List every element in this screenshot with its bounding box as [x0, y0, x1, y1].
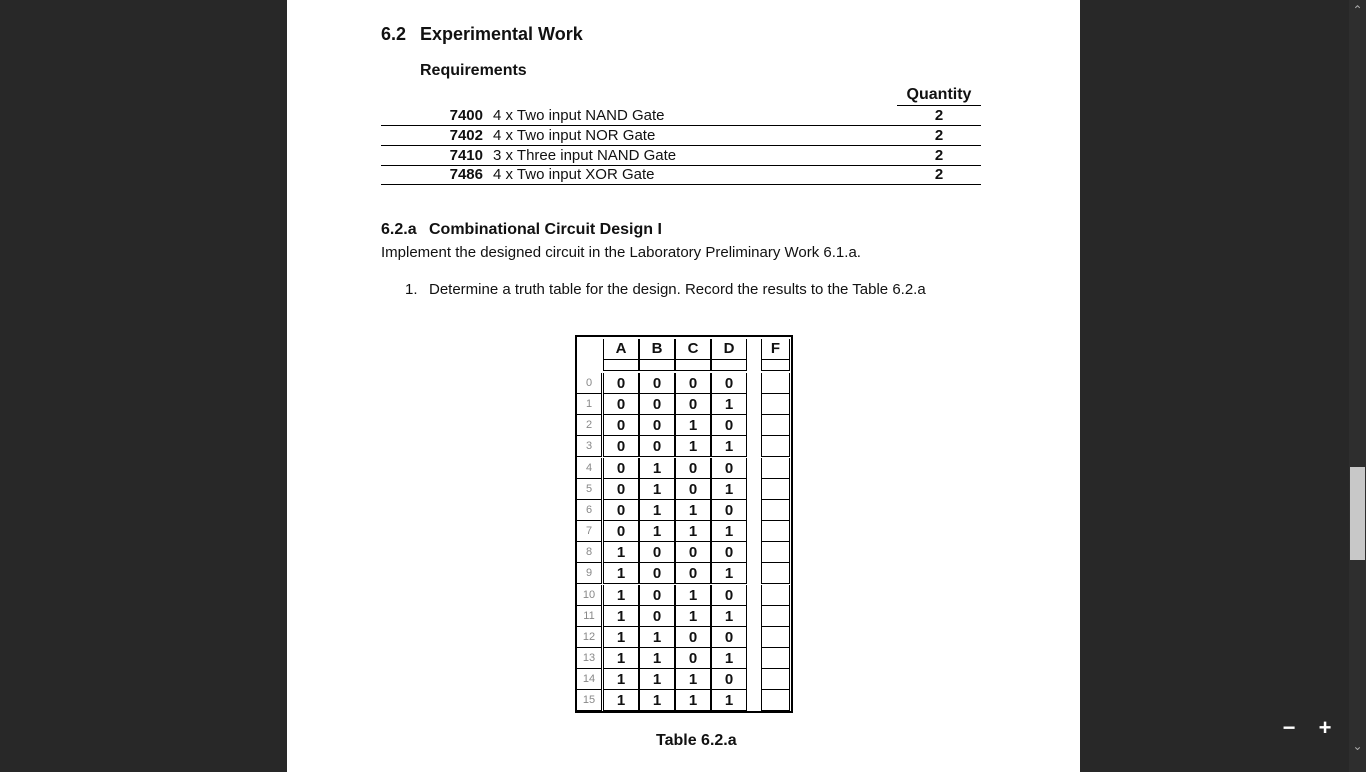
input-cell-d: 0 — [711, 669, 747, 690]
input-cell-a: 1 — [603, 627, 639, 648]
input-cell-b: 1 — [639, 521, 675, 542]
part-quantity: 2 — [934, 127, 944, 144]
input-cell-b: 0 — [639, 436, 675, 457]
input-cell-d: 0 — [711, 627, 747, 648]
input-cell-b: 0 — [639, 585, 675, 606]
truth-table-row — [577, 563, 791, 584]
input-cell-d: 0 — [711, 542, 747, 563]
subsection-number: 6.2.a — [381, 221, 417, 238]
truth-table-row — [577, 585, 791, 606]
input-cell-c: 1 — [675, 606, 711, 627]
input-cell-c: 0 — [675, 394, 711, 415]
input-cell-c: 0 — [675, 458, 711, 479]
vertical-scrollbar[interactable] — [1349, 0, 1366, 772]
input-cell-b: 1 — [639, 479, 675, 500]
part-description: 4 x Two input NAND Gate — [493, 107, 665, 124]
step-text: Determine a truth table for the design. Record the results to the Table 6.2.a — [429, 281, 926, 298]
input-cell-c: 0 — [675, 627, 711, 648]
input-cell-a: 1 — [603, 690, 639, 711]
part-quantity: 2 — [934, 147, 944, 164]
input-cell-a: 0 — [603, 415, 639, 436]
header-spacer — [675, 360, 711, 371]
scroll-down-icon[interactable]: ⌄ — [1352, 739, 1363, 753]
header-spacer — [711, 360, 747, 371]
section-number: 6.2 — [381, 24, 407, 44]
input-cell-b: 1 — [639, 690, 675, 711]
input-cell-b: 1 — [639, 669, 675, 690]
header-spacer — [603, 360, 639, 371]
input-cell-d: 1 — [711, 648, 747, 669]
input-cell-b: 0 — [639, 542, 675, 563]
input-cell-b: 0 — [639, 606, 675, 627]
zoom-in-button[interactable]: + — [1318, 715, 1332, 740]
truth-table-row — [577, 669, 791, 690]
document-page — [287, 0, 1080, 772]
output-cell-f[interactable] — [761, 563, 790, 584]
input-cell-a: 0 — [603, 500, 639, 521]
requirements-row — [381, 126, 981, 146]
row-index: 1 — [577, 394, 602, 415]
output-cell-f[interactable] — [761, 479, 790, 500]
truth-table-row — [577, 373, 791, 394]
input-cell-a: 0 — [603, 373, 639, 394]
header-c: C — [675, 339, 711, 360]
input-cell-d: 1 — [711, 521, 747, 542]
row-index: 3 — [577, 436, 602, 457]
subsection-title: Combinational Circuit Design I — [429, 221, 662, 238]
input-cell-c: 1 — [675, 521, 711, 542]
row-index: 9 — [577, 563, 602, 584]
requirements-title: Requirements — [420, 62, 527, 79]
zoom-out-button[interactable]: − — [1282, 715, 1296, 740]
truth-table-row — [577, 648, 791, 669]
input-cell-a: 1 — [603, 542, 639, 563]
input-cell-a: 1 — [603, 648, 639, 669]
truth-table — [575, 335, 793, 713]
truth-table-row — [577, 479, 791, 500]
input-cell-d: 0 — [711, 373, 747, 394]
input-cell-a: 0 — [603, 436, 639, 457]
output-cell-f[interactable] — [761, 669, 790, 690]
input-cell-d: 0 — [711, 415, 747, 436]
part-code: 7486 — [449, 166, 483, 183]
header-f: F — [761, 339, 790, 360]
input-cell-c: 0 — [675, 479, 711, 500]
truth-table-row — [577, 500, 791, 521]
input-cell-b: 1 — [639, 627, 675, 648]
output-cell-f[interactable] — [761, 606, 790, 627]
truth-table-row — [577, 627, 791, 648]
output-cell-f[interactable] — [761, 373, 790, 394]
output-cell-f[interactable] — [761, 394, 790, 415]
input-cell-d: 0 — [711, 585, 747, 606]
input-cell-c: 0 — [675, 648, 711, 669]
part-description: 4 x Two input NOR Gate — [493, 127, 656, 144]
row-index: 15 — [577, 690, 602, 711]
input-cell-a: 1 — [603, 585, 639, 606]
input-cell-b: 1 — [639, 648, 675, 669]
requirements-row — [381, 106, 981, 126]
output-cell-f[interactable] — [761, 627, 790, 648]
section-title: Experimental Work — [420, 24, 583, 44]
row-index: 0 — [577, 373, 602, 394]
row-index: 12 — [577, 627, 602, 648]
output-cell-f[interactable] — [761, 690, 790, 711]
output-cell-f[interactable] — [761, 500, 790, 521]
requirements-row — [381, 165, 981, 185]
subsection-body: Implement the designed circuit in the Laboratory Preliminary Work 6.1.a. — [381, 244, 861, 261]
row-index: 11 — [577, 606, 602, 627]
table-caption: Table 6.2.a — [656, 732, 737, 749]
output-cell-f[interactable] — [761, 436, 790, 457]
input-cell-b: 0 — [639, 394, 675, 415]
part-description: 4 x Two input XOR Gate — [493, 166, 655, 183]
part-quantity: 2 — [934, 166, 944, 183]
input-cell-d: 1 — [711, 690, 747, 711]
output-cell-f[interactable] — [761, 585, 790, 606]
truth-table-row — [577, 542, 791, 563]
truth-table-row — [577, 606, 791, 627]
output-cell-f[interactable] — [761, 415, 790, 436]
header-b: B — [639, 339, 675, 360]
truth-table-row — [577, 458, 791, 479]
scroll-thumb[interactable] — [1350, 467, 1365, 560]
input-cell-c: 1 — [675, 585, 711, 606]
input-cell-a: 1 — [603, 669, 639, 690]
input-cell-c: 0 — [675, 563, 711, 584]
row-index: 4 — [577, 458, 602, 479]
input-cell-b: 1 — [639, 458, 675, 479]
scroll-up-icon[interactable]: ⌃ — [1352, 3, 1363, 17]
quantity-header: Quantity — [897, 86, 981, 106]
input-cell-c: 1 — [675, 500, 711, 521]
header-spacer — [639, 360, 675, 371]
output-cell-f[interactable] — [761, 648, 790, 669]
input-cell-c: 0 — [675, 373, 711, 394]
input-cell-d: 1 — [711, 479, 747, 500]
truth-table-row — [577, 394, 791, 415]
row-index: 8 — [577, 542, 602, 563]
input-cell-a: 1 — [603, 606, 639, 627]
header-spacer — [761, 360, 790, 371]
input-cell-d: 1 — [711, 563, 747, 584]
part-code: 7402 — [449, 127, 483, 144]
input-cell-d: 1 — [711, 436, 747, 457]
row-index: 5 — [577, 479, 602, 500]
row-index: 14 — [577, 669, 602, 690]
input-cell-c: 1 — [675, 436, 711, 457]
part-code: 7410 — [449, 147, 483, 164]
truth-table-row — [577, 415, 791, 436]
input-cell-a: 1 — [603, 563, 639, 584]
input-cell-c: 1 — [675, 690, 711, 711]
truth-table-row — [577, 690, 791, 711]
part-code: 7400 — [449, 107, 483, 124]
input-cell-c: 0 — [675, 542, 711, 563]
output-cell-f[interactable] — [761, 521, 790, 542]
truth-table-row — [577, 436, 791, 457]
step-number: 1. — [405, 281, 418, 298]
input-cell-a: 0 — [603, 458, 639, 479]
row-index: 7 — [577, 521, 602, 542]
input-cell-c: 1 — [675, 415, 711, 436]
requirements-row — [381, 146, 981, 166]
input-cell-a: 0 — [603, 521, 639, 542]
part-quantity: 2 — [934, 107, 944, 124]
input-cell-d: 1 — [711, 394, 747, 415]
part-description: 3 x Three input NAND Gate — [493, 147, 677, 164]
input-cell-b: 0 — [639, 415, 675, 436]
row-index: 6 — [577, 500, 602, 521]
header-a: A — [603, 339, 639, 360]
input-cell-d: 0 — [711, 458, 747, 479]
row-index: 2 — [577, 415, 602, 436]
input-cell-b: 0 — [639, 373, 675, 394]
input-cell-b: 0 — [639, 563, 675, 584]
truth-table-row — [577, 521, 791, 542]
header-d: D — [711, 339, 747, 360]
output-cell-f[interactable] — [761, 458, 790, 479]
row-index: 13 — [577, 648, 602, 669]
input-cell-c: 1 — [675, 669, 711, 690]
output-cell-f[interactable] — [761, 542, 790, 563]
input-cell-b: 1 — [639, 500, 675, 521]
row-index: 10 — [577, 585, 602, 606]
input-cell-a: 0 — [603, 479, 639, 500]
input-cell-a: 0 — [603, 394, 639, 415]
input-cell-d: 1 — [711, 606, 747, 627]
input-cell-d: 0 — [711, 500, 747, 521]
